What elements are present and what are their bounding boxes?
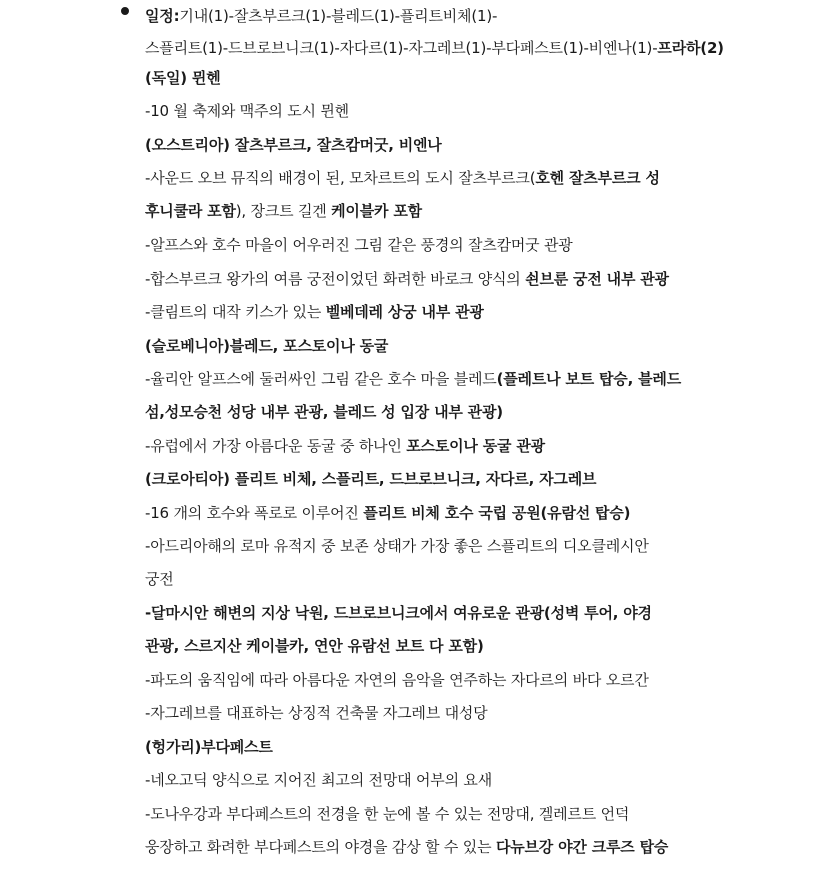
austria-item-3-bold: 쇤브룬 궁전 내부 관광 [525,270,669,288]
croatia-item-2b-text: 궁전 [145,570,174,588]
austria-item-4-text: -클림트의 대작 키스가 있는 [145,303,326,321]
croatia-item-4 [145,669,775,691]
slovenia-item-2-bold: 포스토이나 동굴 관광 [406,437,545,455]
croatia-header-text: (크로아티아) 플리트 비체, 스플리트, 드브로브니크, 자다르, 자그레브 [145,470,597,488]
hungary-header [145,736,775,758]
germany-header-text: (독일) 뮌헨 [145,69,221,87]
austria-header-text: (오스트리아) 잘츠부르크, 잘츠캄머굿, 비엔나 [145,136,442,154]
croatia-item-3a-bold: -달마시안 해변의 지상 낙원, 드브로브니크에서 여유로운 관광(성벽 투어, 야경 [145,604,652,622]
croatia-item-2b [145,568,775,590]
route-line-2: 스플리트(1)-드브로브니크(1)-자다르(1)-자그레브(1)-부다페스트(1)-비엔나(1)- [145,39,658,57]
itinerary-line-1 [145,5,775,27]
croatia-item-1-text: -16 개의 호수와 폭로로 이루어진 [145,504,364,522]
austria-item-1b-bold2: 케이블카 포함 [331,202,422,220]
bullet-icon [121,7,129,15]
croatia-item-3a [145,602,775,624]
austria-item-1a-bold: 호헨 잘츠부르크 성 [535,169,660,187]
itinerary-line-2 [145,37,775,59]
slovenia-item-2 [145,435,775,457]
austria-item-1b [145,200,775,222]
croatia-item-4-text: -파도의 움직임에 따라 아름다운 자연의 음악을 연주하는 자다르의 바다 오르간 [145,671,649,689]
route-end: 프라하(2) [657,39,724,57]
croatia-item-1-bold: 플리트 비체 호수 국립 공원(유람선 탑승) [363,504,631,522]
croatia-item-5-text: -자그레브를 대표하는 상징적 건축물 자그레브 대성당 [145,704,488,722]
route-line-1: 기내(1)-잘츠부르크(1)-블레드(1)-플리트비체(1)- [179,7,498,25]
hungary-item-3-text: 웅장하고 화려한 부다페스트의 야경을 감상 할 수 있는 [145,838,496,856]
austria-item-2-text: -알프스와 호수 마을이 어우러진 그림 같은 풍경의 잘츠캄머굿 관광 [145,236,573,254]
austria-item-4 [145,301,775,323]
hungary-item-2 [145,803,775,825]
slovenia-item-1b [145,401,775,423]
croatia-item-3b [145,635,775,657]
slovenia-header-text: (슬로베니아)블레드, 포스토이나 동굴 [145,337,389,355]
hungary-item-3-bold: 다뉴브강 야간 크루즈 탑승 [495,838,669,856]
slovenia-item-1a-text: -율리안 알프스에 둘러싸인 그림 같은 호수 마을 블레드 [145,370,497,388]
austria-item-1b-text: ), 장크트 길겐 [235,202,332,220]
hungary-item-1-text: -네오고딕 양식으로 지어진 최고의 전망대 어부의 요새 [145,771,493,789]
austria-item-3 [145,268,775,290]
austria-item-1a-text: -사운드 오브 뮤직의 배경이 된, 모차르트의 도시 잘츠부르크( [145,169,536,187]
hungary-header-text: (헝가리)부다페스트 [145,738,273,756]
hungary-item-3 [145,836,775,858]
germany-item-1 [145,100,775,122]
austria-item-4-bold: 벨베데레 상궁 내부 관광 [325,303,484,321]
slovenia-item-1a [145,368,775,390]
hungary-item-1 [145,769,775,791]
croatia-item-1 [145,502,775,524]
croatia-item-3b-bold: 관광, 스르지산 케이블카, 연안 유람선 보트 다 포함) [145,637,484,655]
austria-header [145,134,775,156]
croatia-item-2a [145,535,775,557]
germany-item-1-text: -10 월 축제와 맥주의 도시 뮌헨 [145,102,349,120]
slovenia-item-1b-bold: 섬,성모승천 성당 내부 관광, 블레드 성 입장 내부 관광) [145,403,503,421]
croatia-header [145,468,775,490]
itinerary-colon: : [173,7,180,25]
austria-item-2 [145,234,775,256]
germany-header [145,67,775,89]
austria-item-3-text: -합스부르크 왕가의 여름 궁전이었던 화려한 바로크 양식의 [145,270,526,288]
hungary-item-2-text: -도나우강과 부다페스트의 전경을 한 눈에 볼 수 있는 전망대, 겔레르트 언덕 [145,805,630,823]
austria-item-1a [145,167,775,189]
slovenia-header [145,335,775,357]
slovenia-item-2-text: -유럽에서 가장 아름다운 동굴 중 하나인 [145,437,407,455]
itinerary-label: 일정 [145,7,174,25]
austria-item-1b-bold: 후니쿨라 포함 [145,202,236,220]
slovenia-item-1a-bold: (플레트나 보트 탑승, 블레드 [496,370,681,388]
croatia-item-5 [145,702,775,724]
croatia-item-2a-text: -아드리아해의 로마 유적지 중 보존 상태가 가장 좋은 스플리트의 디오클레시안 [145,537,649,555]
